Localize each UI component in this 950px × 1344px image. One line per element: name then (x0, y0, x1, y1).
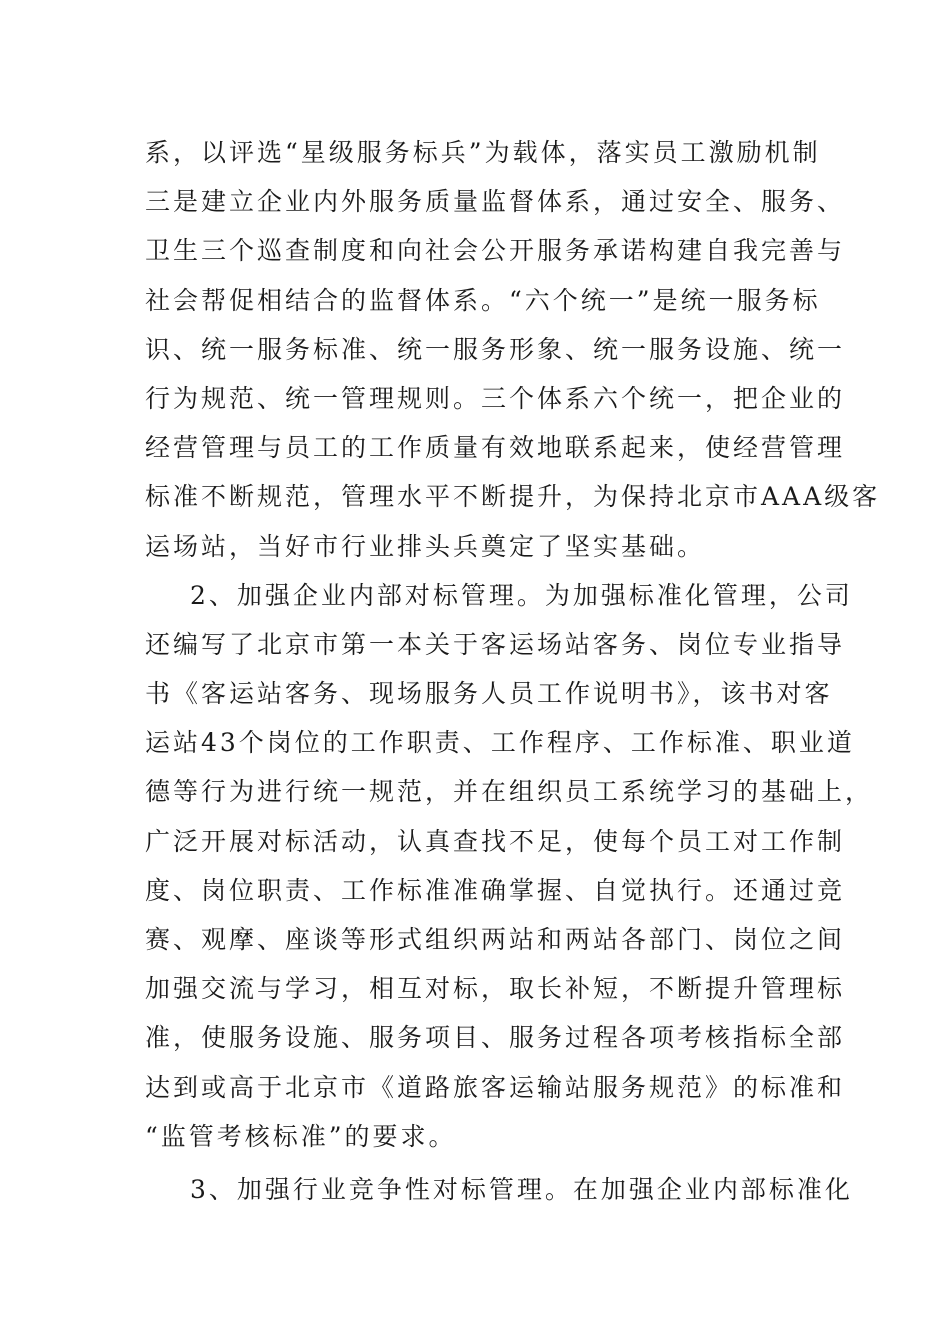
text-line: 行为规范、统一管理规则。三个体系六个统一，把企业的 (145, 383, 846, 413)
text-line: 运场站，当好市行业排头兵奠定了坚实基础。 (145, 531, 706, 561)
text-line: 准，使服务设施、服务项目、服务过程各项考核指标全部 (145, 1023, 846, 1053)
text-line: 还编写了北京市第一本关于客运场站客务、岗位专业指导 (145, 629, 846, 659)
text-line: 达到或高于北京市《道路旅客运输站服务规范》的标准和 (145, 1072, 846, 1102)
text-line: 系，以评选“星级服务标兵”为载体，落实员工激励机制 (145, 138, 821, 167)
body-text (145, 128, 881, 1214)
text-line: 加强交流与学习，相互对标，取长补短，不断提升管理标 (145, 974, 846, 1004)
paragraph-2-first-line: 2、加强企业内部对标管理。为加强标准化管理，公司 (190, 580, 853, 610)
text-line: 赛、观摩、座谈等形式组织两站和两站各部门、岗位之间 (145, 925, 846, 954)
text-line: 运站43个岗位的工作职责、工作程序、工作标准、职业道 (145, 728, 855, 758)
text-line: 德等行为进行统一规范，并在组织员工系统学习的基础上， (145, 777, 874, 807)
text-line: “监管考核标准”的要求。 (145, 1121, 457, 1151)
paragraph-3-first-line: 3、加强行业竞争性对标管理。在加强企业内部标准化 (190, 1174, 853, 1204)
text-line: 卫生三个巡查制度和向社会公开服务承诺构建自我完善与 (145, 236, 846, 266)
text-line: 三是建立企业内外服务质量监督体系，通过安全、服务、 (145, 187, 846, 217)
text-line: 标准不断规范，管理水平不断提升，为保持北京市AAA级客 (145, 482, 881, 512)
text-line: 识、统一服务标准、统一服务形象、统一服务设施、统一 (145, 334, 846, 364)
text-line: 书《客运站客务、现场服务人员工作说明书》，该书对客 (145, 679, 833, 709)
text-line: 社会帮促相结合的监督体系。“六个统一”是统一服务标 (145, 285, 821, 315)
text-line: 经营管理与员工的工作质量有效地联系起来，使经营管理 (145, 433, 846, 463)
text-line: 度、岗位职责、工作标准准确掌握、自觉执行。还通过竞 (145, 875, 846, 905)
text-line: 广泛开展对标活动，认真查找不足，使每个员工对工作制 (145, 826, 846, 856)
